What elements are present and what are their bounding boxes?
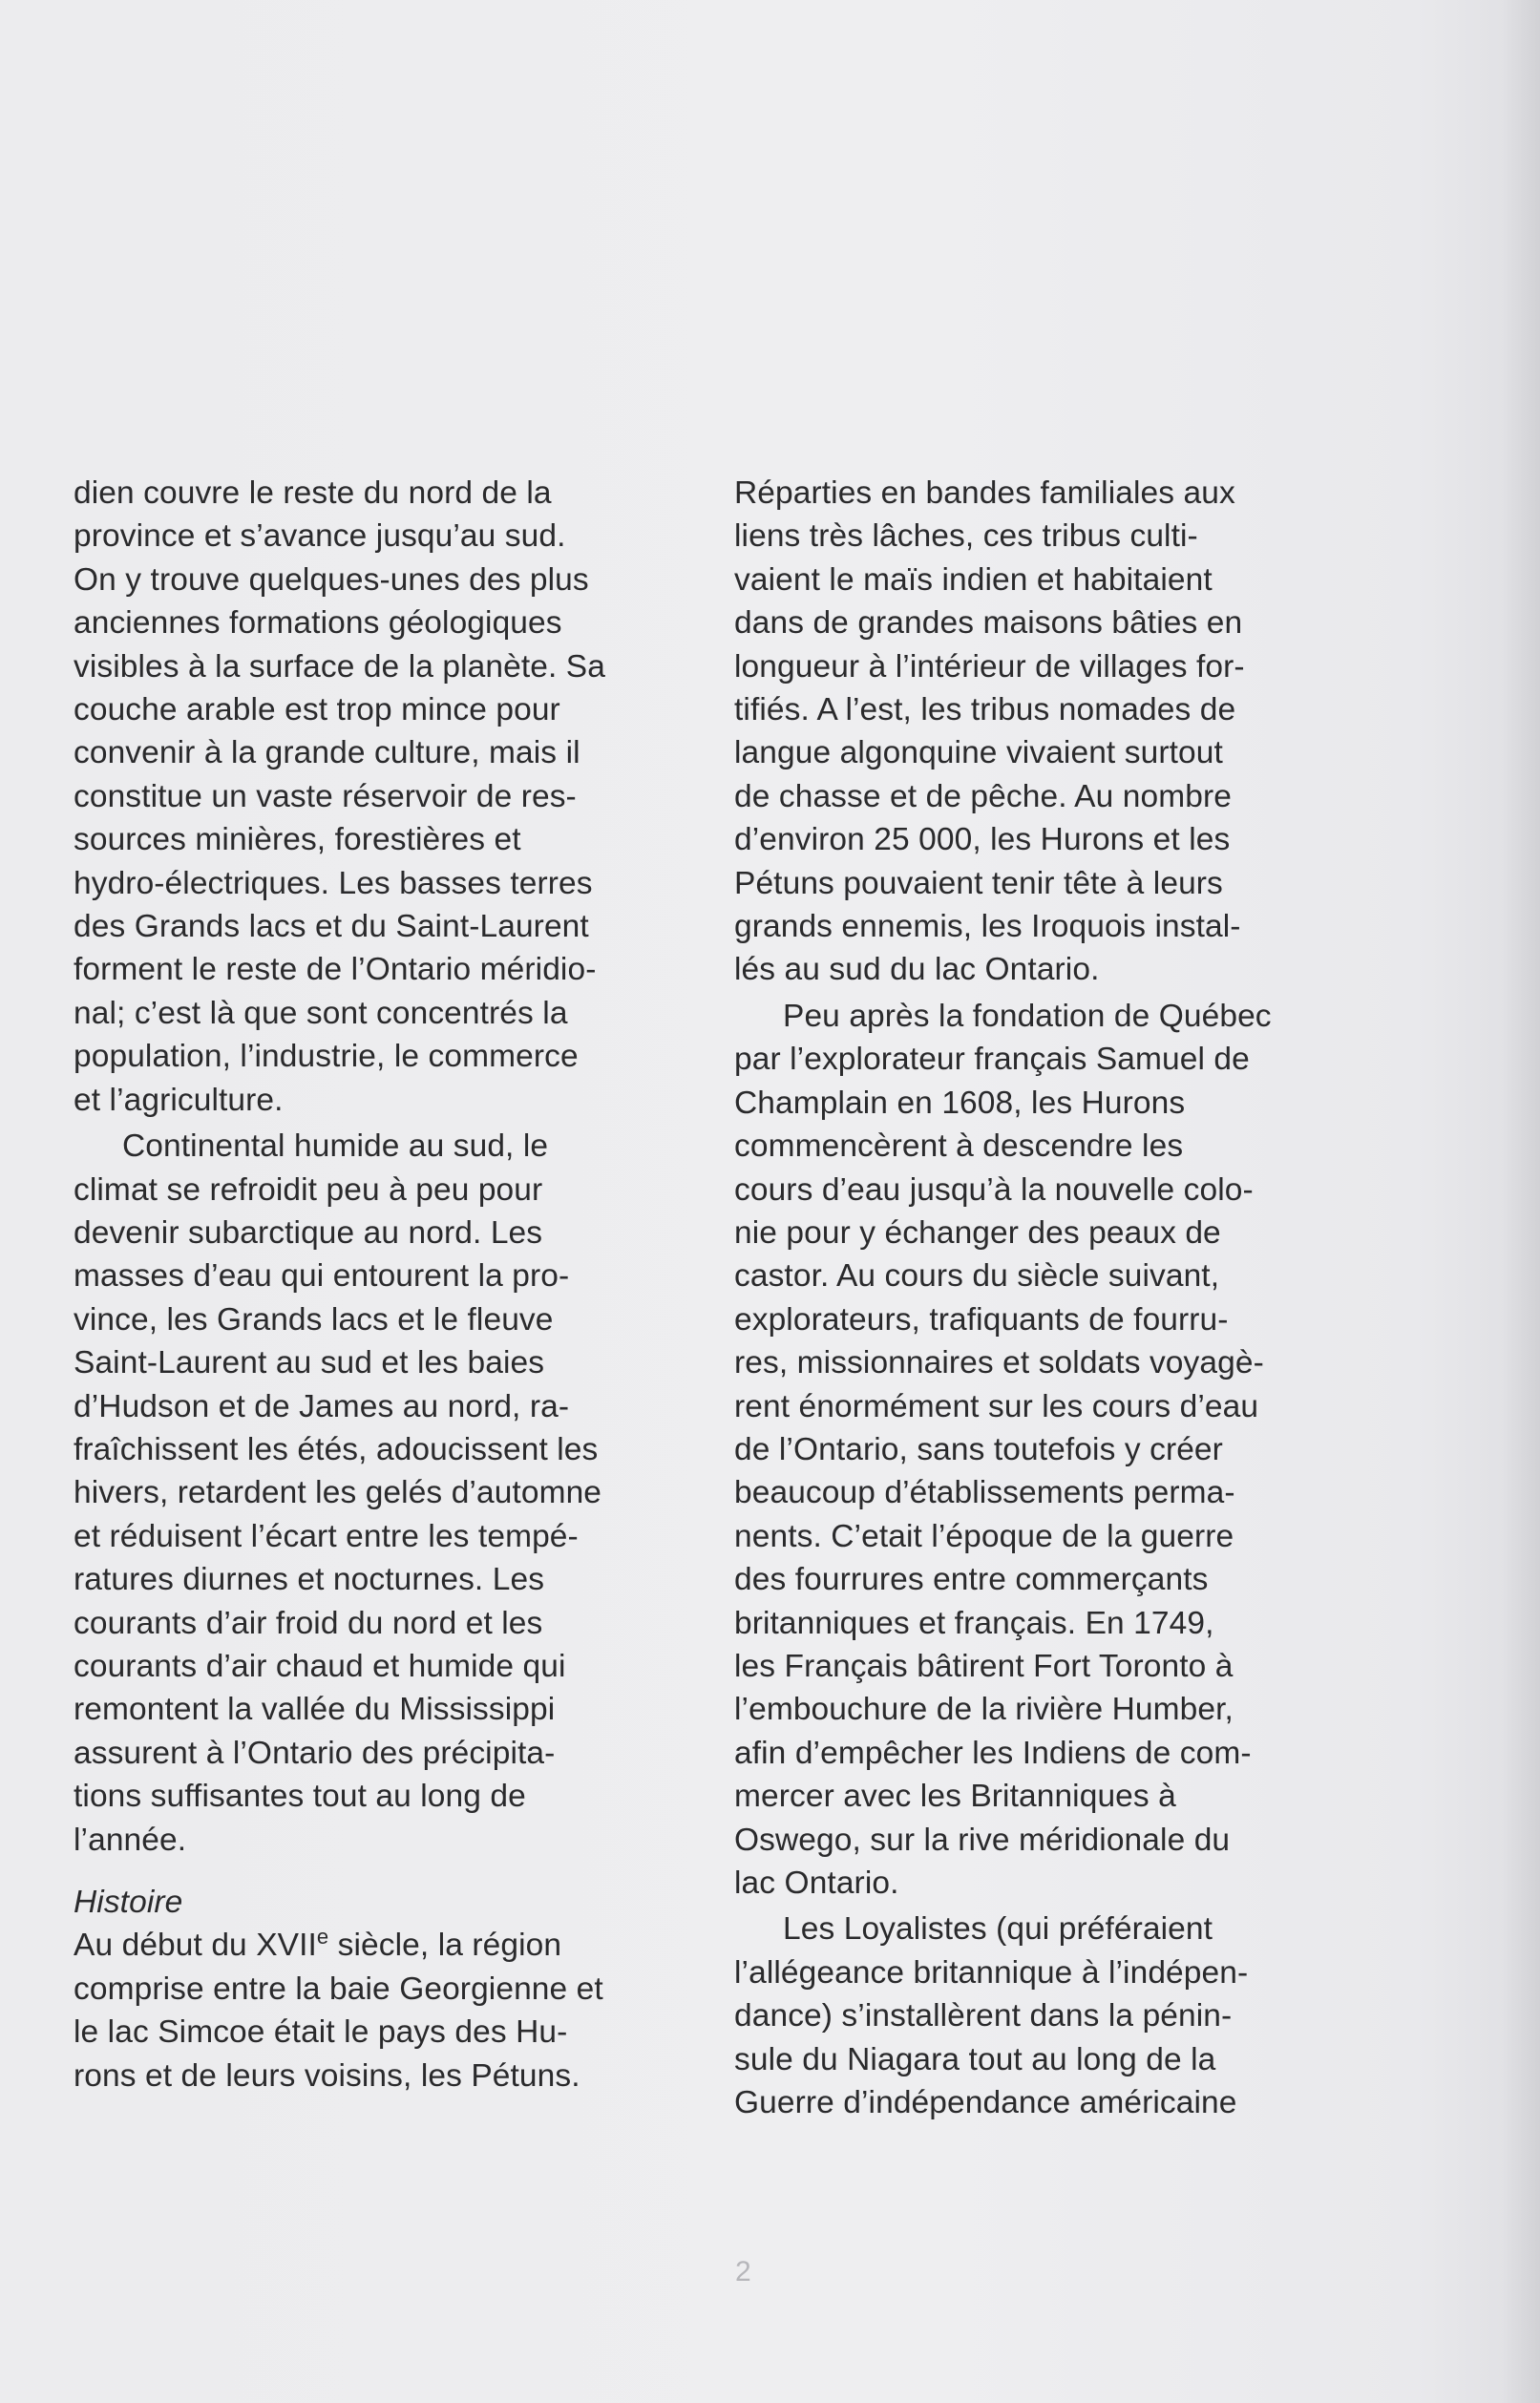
text-line: nents. C’etait l’époque de la guerre (734, 1518, 1234, 1554)
text-line: nal; c’est là que sont concentrés la (74, 995, 568, 1031)
text-line: couche arable est trop mince pour (74, 692, 560, 728)
paragraph-champlain (734, 995, 1364, 1906)
text-line: de chasse et de pêche. Au nombre (734, 778, 1232, 814)
text-line: forment le reste de l’Ontario méridio- (74, 952, 597, 988)
text-line: lés au sud du lac Ontario. (734, 952, 1100, 988)
text-line: langue algonquine vivaient surtout (734, 735, 1223, 771)
spine-shadow (1502, 0, 1540, 2403)
text-line: vaient le maïs indien et habitaient (734, 561, 1213, 598)
text-line: dance) s’installèrent dans la pénin- (734, 1998, 1233, 2034)
text-line: rent énormément sur les cours d’eau (734, 1388, 1259, 1424)
text-line: Guerre d’indépendance américaine (734, 2085, 1237, 2121)
text-line: et réduisent l’écart entre les tempé- (74, 1518, 579, 1554)
text-line: afin d’empêcher les Indiens de com- (734, 1735, 1252, 1771)
text-line: tions suffisantes tout au long de (74, 1779, 526, 1815)
right-column (734, 472, 1364, 2124)
text-line: les Français bâtirent Fort Toronto à (734, 1648, 1234, 1684)
text-line: constitue un vaste réservoir de res- (74, 778, 577, 814)
text-line: ratures diurnes et nocturnes. Les (74, 1562, 545, 1598)
paragraph-tribes (734, 472, 1364, 992)
text-line: de l’Ontario, sans toutefois y créer (734, 1431, 1223, 1467)
text-line: visibles à la surface de la planète. Sa (74, 648, 605, 685)
text-line: Continental humide au sud, le (122, 1128, 549, 1165)
text-line: cours d’eau jusqu’à la nouvelle colo- (734, 1171, 1254, 1208)
text-line: devenir subarctique au nord. Les (74, 1214, 543, 1251)
text-line: Oswego, sur la rive méridionale du (734, 1822, 1231, 1858)
text-line: convenir à la grande culture, mais il (74, 735, 580, 771)
text-line: dien couvre le reste du nord de la (74, 475, 552, 511)
text-line: mercer avec les Britanniques à (734, 1779, 1176, 1815)
superscript-e: e (316, 1925, 329, 1950)
text-line: courants d’air froid du nord et les (74, 1605, 543, 1641)
text-line: dans de grandes maisons bâties en (734, 605, 1243, 642)
text-line: Champlain en 1608, les Hurons (734, 1085, 1186, 1121)
text-line: Pétuns pouvaient tenir tête à leurs (734, 865, 1223, 901)
paragraph-history-intro (74, 1924, 704, 2097)
text-line: vince, les Grands lacs et le fleuve (74, 1301, 554, 1338)
text-line: res, missionnaires et soldats voyagè- (734, 1345, 1264, 1381)
text-line: anciennes formations géologiques (74, 605, 562, 642)
text-line: commencèrent à descendre les (734, 1128, 1184, 1165)
text-line: remontent la vallée du Mississippi (74, 1692, 556, 1728)
text-fragment: siècle, la région (328, 1928, 562, 1964)
text-line: Saint-Laurent au sud et les baies (74, 1345, 545, 1381)
text-line: tifiés. A l’est, les tribus nomades de (734, 692, 1236, 728)
paragraph-geography (74, 472, 704, 1122)
text-line: Réparties en bandes familiales aux (734, 475, 1235, 511)
text-line: hivers, retardent les gelés d’automne (74, 1475, 602, 1511)
text-line (74, 1924, 704, 1967)
text-line: assurent à l’Ontario des précipita- (74, 1735, 556, 1771)
text-line: d’environ 25 000, les Hurons et les (734, 822, 1231, 858)
section-heading-histoire: Histoire (74, 1885, 183, 1920)
text-line: lac Ontario. (734, 1865, 899, 1901)
page-number: 2 (735, 2256, 751, 2287)
text-line: hydro-électriques. Les basses terres (74, 865, 593, 901)
text-line: fraîchissent les étés, adoucissent les (74, 1431, 599, 1467)
text-line: le lac Simcoe était le pays des Hu- (74, 2014, 568, 2051)
left-column (74, 472, 704, 2097)
text-line: d’Hudson et de James au nord, ra- (74, 1388, 570, 1424)
text-line: sources minières, forestières et (74, 822, 521, 858)
paragraph-loyalists (734, 1908, 1364, 2124)
text-line: province et s’avance jusqu’au sud. (74, 518, 566, 555)
text-line: beaucoup d’établissements perma- (734, 1475, 1235, 1511)
text-line: nie pour y échanger des peaux de (734, 1214, 1221, 1251)
text-line: et l’agriculture. (74, 1082, 284, 1118)
text-line: grands ennemis, les Iroquois instal- (734, 909, 1241, 945)
text-line: l’année. (74, 1822, 187, 1858)
text-line: par l’explorateur français Samuel de (734, 1042, 1250, 1078)
text-line: Les Loyalistes (qui préféraient (783, 1911, 1213, 1948)
text-line: l’allégeance britannique à l’indépen- (734, 1954, 1249, 1991)
text-line: sule du Niagara tout au long de la (734, 2041, 1216, 2077)
text-line: population, l’industrie, le commerce (74, 1039, 579, 1075)
text-line: liens très lâches, ces tribus culti- (734, 518, 1198, 555)
text-fragment: Au début du XVII (74, 1928, 317, 1964)
text-line: courants d’air chaud et humide qui (74, 1648, 566, 1684)
text-line: climat se refroidit peu à peu pour (74, 1171, 543, 1208)
text-line: britanniques et français. En 1749, (734, 1605, 1214, 1641)
text-line: On y trouve quelques-unes des plus (74, 561, 589, 598)
text-line: l’embouchure de la rivière Humber, (734, 1692, 1234, 1728)
text-line: comprise entre la baie Georgienne et (74, 1971, 603, 2007)
paragraph-climate (74, 1125, 704, 1862)
text-line: longueur à l’intérieur de villages for- (734, 648, 1245, 685)
text-line: des fourrures entre commerçants (734, 1562, 1209, 1598)
text-line: castor. Au cours du siècle suivant, (734, 1258, 1220, 1295)
text-line: rons et de leurs voisins, les Pétuns. (74, 2057, 580, 2094)
text-line: masses d’eau qui entourent la pro- (74, 1258, 570, 1295)
text-line: explorateurs, trafiquants de fourru- (734, 1301, 1229, 1338)
text-line: des Grands lacs et du Saint-Laurent (74, 909, 589, 945)
text-line: Peu après la fondation de Québec (783, 998, 1272, 1034)
